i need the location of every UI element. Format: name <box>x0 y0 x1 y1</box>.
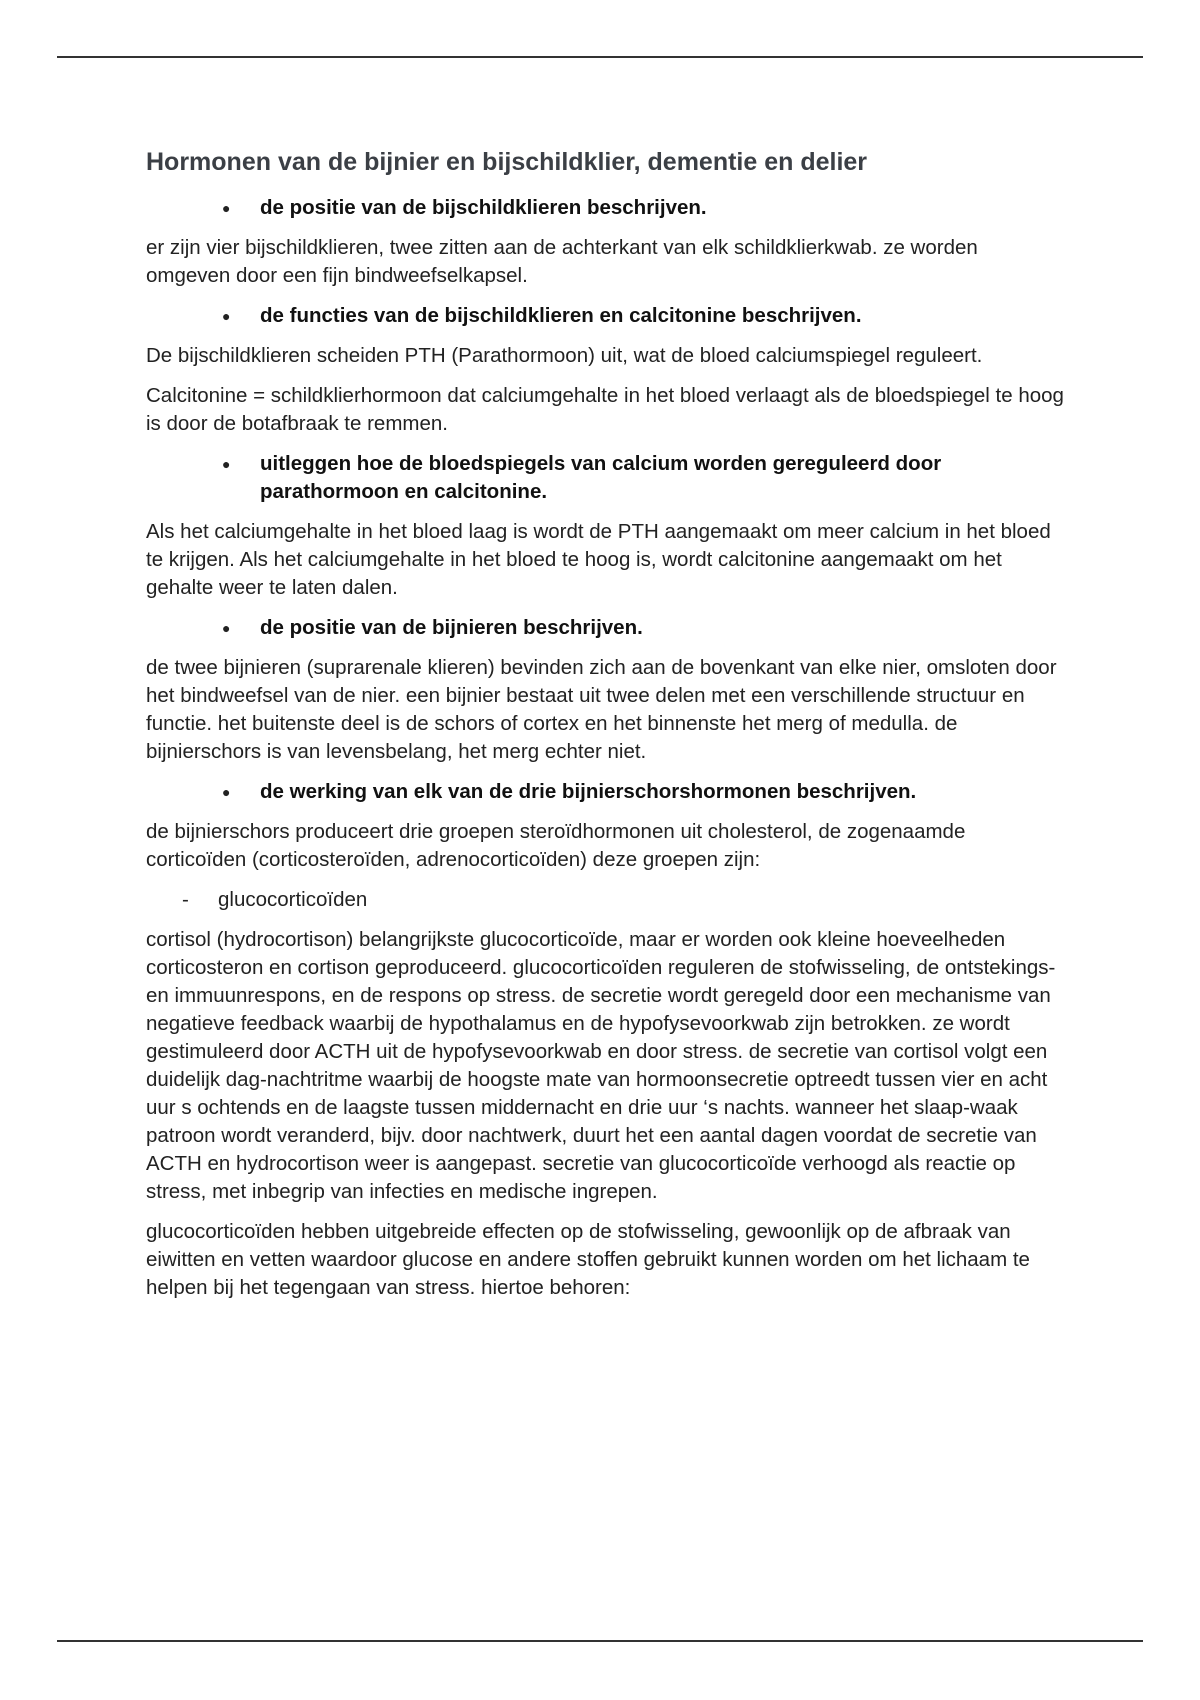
dash-marker: - <box>182 888 189 911</box>
paragraph: de twee bijnieren (suprarenale klieren) bevinden zich aan de bovenkant van elke nier, omsloten door het bindweefsel van de nier. een bijnier bestaat uit twee delen met een verschillende structuur en functie. het buitenste deel is de schors of cortex en het binnenste het merg of medulla. de bijnierschors is van levensbelang, het merg echter niet. <box>146 656 1057 763</box>
paragraph: glucocorticoïden hebben uitgebreide effecten op de stofwisseling, gewoonlijk op de afbraak van eiwitten en vetten waardoor glucose en andere stoffen gebruikt kunnen worden om het lichaam te helpen bij het tegengaan van stress. hiertoe behoren: <box>146 1220 1030 1299</box>
objective-text: de functies van de bijschildklieren en calcitonine beschrijven. <box>260 304 862 327</box>
page-content <box>146 144 1066 1314</box>
learning-objective <box>146 614 1066 642</box>
bottom-rule <box>57 1640 1143 1642</box>
page-title: Hormonen van de bijnier en bijschildklier, dementie en delier <box>146 148 868 176</box>
paragraph: er zijn vier bijschildklieren, twee zitten aan de achterkant van elk schildklierkwab. ze worden omgeven door een fijn bindweefselkapsel. <box>146 236 978 287</box>
top-rule <box>57 56 1143 58</box>
bullet-icon: ● <box>222 784 231 800</box>
paragraph: De bijschildklieren scheiden PTH (Parathormoon) uit, wat de bloed calciumspiegel reguleert. <box>146 344 983 367</box>
dash-item-text: glucocorticoïden <box>218 888 368 911</box>
paragraph: de bijnierschors produceert drie groepen steroïdhormonen uit cholesterol, de zogenaamde corticoïden (corticosteroïden, adrenocorticoïden) deze groepen zijn: <box>146 820 966 871</box>
dash-list-item <box>146 886 1066 914</box>
objective-text: de positie van de bijschildklieren beschrijven. <box>260 196 707 219</box>
objective-text: uitleggen hoe de bloedspiegels van calcium worden gereguleerd door parathormoon en calcitonine. <box>260 452 942 503</box>
paragraph: Als het calciumgehalte in het bloed laag is wordt de PTH aangemaakt om meer calcium in het bloed te krijgen. Als het calciumgehalte in het bloed te hoog is, wordt calcitonine aangemaakt om het gehalte weer te laten dalen. <box>146 520 1051 599</box>
objective-text: de werking van elk van de drie bijnierschorshormonen beschrijven. <box>260 780 917 803</box>
objective-text: de positie van de bijnieren beschrijven. <box>260 616 643 639</box>
bullet-icon: ● <box>222 200 231 216</box>
paragraph: cortisol (hydrocortison) belangrijkste glucocorticoïde, maar er worden ook kleine hoeveelheden corticosteron en cortison geproduceerd. glucocorticoïden reguleren de stofwisseling, de ontstekings- en immuunrespons, en de respons op stress. de secretie wordt geregeld door een mechanisme van negatieve feedback waarbij de hypothalamus en de hypofysevoorkwab zijn betrokken. ze wordt gestimuleerd door ACTH uit de hypofysevoorkwab en door stress. de secretie van cortisol volgt een duidelijk dag-nachtritme waarbij de hoogste mate van hormoonsecretie optreedt tussen vier en acht uur s ochtends en de laagste tussen middernacht en drie uur ‘s nachts. wanneer het slaap-waak patroon wordt veranderd, bijv. door nachtwerk, duurt het een aantal dagen voordat de secretie van ACTH en hydrocortison weer is aangepast. secretie van glucocorticoïde verhoogd als reactie op stress, met inbegrip van infecties en medische ingrepen. <box>146 928 1056 1203</box>
learning-objective <box>146 450 1066 506</box>
learning-objective <box>146 778 1066 806</box>
bullet-icon: ● <box>222 456 231 472</box>
learning-objective <box>146 194 1066 222</box>
learning-objective <box>146 302 1066 330</box>
bullet-icon: ● <box>222 308 231 324</box>
bullet-icon: ● <box>222 620 231 636</box>
paragraph: Calcitonine = schildklierhormoon dat calciumgehalte in het bloed verlaagt als de bloedspiegel te hoog is door de botafbraak te remmen. <box>146 384 1064 435</box>
